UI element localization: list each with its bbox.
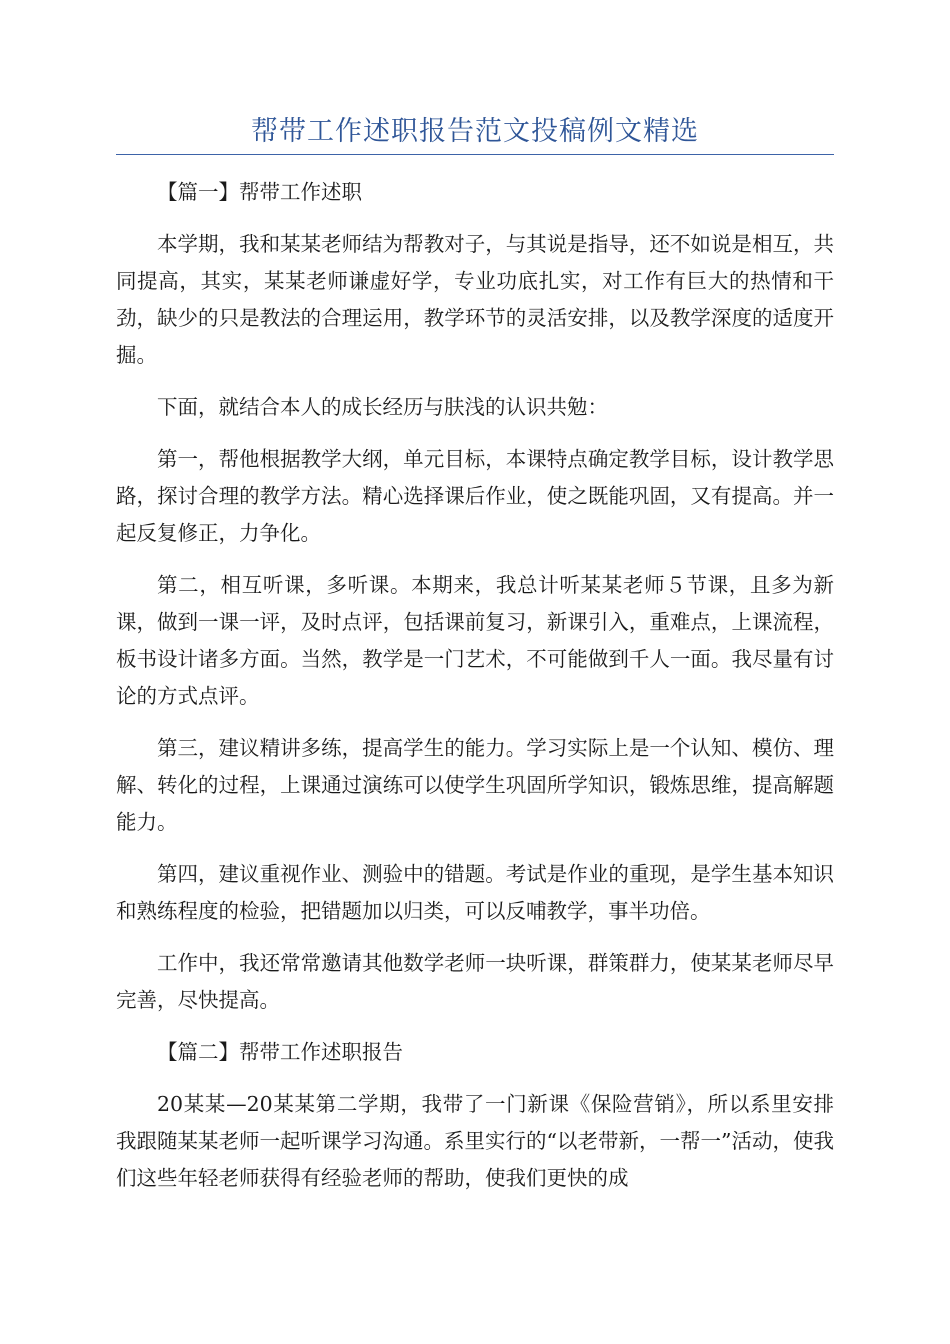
paragraph: 本学期，我和某某老师结为帮教对子，与其说是指导，还不如说是相互，共同提高，其实，某某老师谦虚好学，专业功底扎实，对工作有巨大的热情和干劲，缺少的只是教法的合理运用，教学环节的灵活安排，以及教学深度的适度开掘。	[116, 232, 834, 367]
document-body	[116, 174, 834, 1212]
paragraph: 第四，建议重视作业、测验中的错题。考试是作业的重现，是学生基本知识和熟练程度的检验，把错题加以归类，可以反哺教学，事半功倍。	[116, 862, 834, 923]
paragraph: 20某某—20某某第二学期，我带了一门新课《保险营销》，所以系里安排我跟随某某老师一起听课学习沟通。系里实行的“以老带新，一帮一”活动，使我们这些年轻老师获得有经验老师的帮助，使我们更快的成	[116, 1092, 834, 1190]
paragraph: 工作中，我还常常邀请其他数学老师一块听课，群策群力，使某某老师尽早完善，尽快提高。	[116, 951, 834, 1012]
section-heading-2: 【篇二】帮带工作述职报告	[157, 1040, 403, 1064]
document-title: 帮带工作述职报告范文投稿例文精选	[251, 116, 699, 147]
paragraph: 下面，就结合本人的成长经历与肤浅的认识共勉：	[157, 395, 608, 419]
paragraph: 第二，相互听课，多听课。本期来，我总计听某某老师５节课，且多为新课，做到一课一评，及时点评，包括课前复习，新课引入，重难点，上课流程，板书设计诸多方面。当然，教学是一门艺术，不可能做到千人一面。我尽量有讨论的方式点评。	[116, 573, 834, 708]
paragraph: 第一，帮他根据教学大纲，单元目标，本课特点确定教学目标，设计教学思路，探讨合理的教学方法。精心选择课后作业，使之既能巩固，又有提高。并一起反复修正，力争化。	[116, 447, 834, 545]
paragraph: 第三，建议精讲多练，提高学生的能力。学习实际上是一个认知、模仿、理解、转化的过程，上课通过演练可以使学生巩固所学知识，锻炼思维，提高解题能力。	[116, 736, 834, 834]
title-underline	[116, 154, 834, 155]
section-heading-1: 【篇一】帮带工作述职	[157, 180, 362, 204]
